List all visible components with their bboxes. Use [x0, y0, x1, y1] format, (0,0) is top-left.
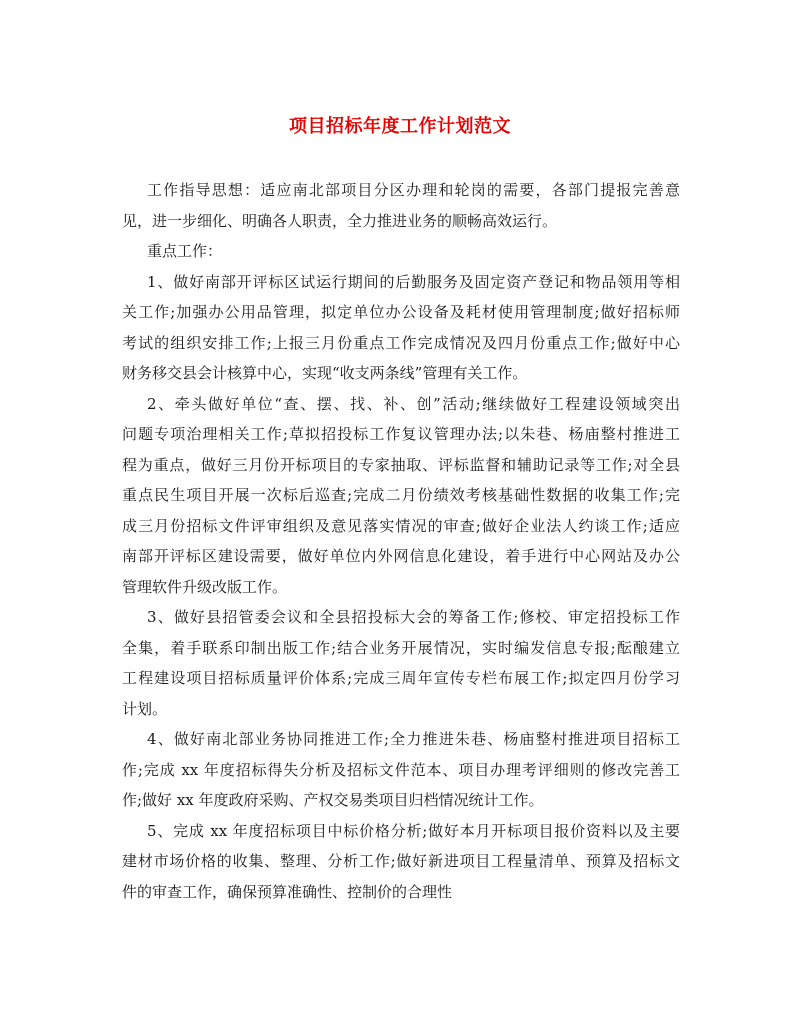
paragraph-line: 工作指导思想：适应南北部项目分区办理和轮岗的需要，各部门提报完善意	[147, 181, 680, 199]
document-body	[122, 175, 680, 907]
paragraph-line: 财务移交县会计核算中心，实现“收支两条线”管理有关工作。	[122, 364, 528, 382]
paragraph-line: 问题专项治理相关工作;草拟招投标工作复议管理办法;以朱巷、杨庙整村推进工	[122, 425, 680, 443]
paragraph-line: 全集，着手联系印制出版工作;结合业务开展情况，实时编发信息专报;酝酿建立	[122, 638, 680, 657]
paragraph-line: 重点民生项目开展一次标后巡查;完成二月份绩效考核基础性数据的收集工作;完	[122, 486, 680, 504]
paragraph-line: 1、做好南部开评标区试运行期间的后勤服务及固定资产登记和物品领用等相	[147, 272, 680, 291]
paragraph-key-work-heading	[122, 236, 680, 267]
paragraph-line: 4、做好南北部业务协同推进工作;全力推进朱巷、杨庙整村推进项目招标工	[147, 730, 680, 748]
paragraph-line: 3、做好县招管委会议和全县招投标大会的筹备工作;修校、审定招投标工作	[147, 608, 680, 626]
paragraph-item-1	[122, 267, 680, 389]
paragraph-line: 件的审查工作，确保预算准确性、控制价的合理性	[122, 882, 453, 901]
paragraph-line: 2、牵头做好单位“查、摆、找、补、创”活动;继续做好工程建设领域突出	[147, 394, 680, 413]
paragraph-line: 5、完成 xx 年度招标项目中标价格分析;做好本月开标项目报价资料以及主要	[147, 821, 680, 840]
paragraph-line: 计划。	[122, 699, 168, 718]
paragraph-line: 管理软件升级改版工作。	[122, 577, 288, 596]
paragraph-line: 考试的组织安排工作;上报三月份重点工作完成情况及四月份重点工作;做好中心	[122, 333, 680, 352]
paragraph-line: 作;完成 xx 年度招标得失分析及招标文件范本、项目办理考评细则的修改完善工	[122, 760, 680, 779]
paragraph-line: 南部开评标区建设需要，做好单位内外网信息化建设，着手进行中心网站及办公	[122, 547, 680, 565]
paragraph-item-2	[122, 389, 680, 603]
paragraph-line: 成三月份招标文件评审组织及意见落实情况的审查;做好企业法人约谈工作;适应	[122, 516, 680, 535]
paragraph-line: 关工作;加强办公用品管理，拟定单位办公设备及耗材使用管理制度;做好招标师	[122, 303, 680, 321]
paragraph-item-3	[122, 602, 680, 724]
paragraph-line: 建材市场价格的收集、整理、分析工作;做好新进项目工程量清单、预算及招标文	[122, 852, 680, 870]
document-title: 项目招标年度工作计划范文	[289, 116, 511, 137]
paragraph-line: 工程建设项目招标质量评价体系;完成三周年宣传专栏布展工作;拟定四月份学习	[122, 669, 680, 687]
paragraph-line: 见，进一步细化、明确各人职责，全力推进业务的顺畅高效运行。	[122, 211, 558, 230]
paragraph-item-5	[122, 816, 680, 908]
paragraph-line: 程为重点，做好三月份开标项目的专家抽取、评标监督和辅助记录等工作;对全县	[122, 455, 680, 474]
paragraph-line: 作;做好 xx 年度政府采购、产权交易类项目归档情况统计工作。	[122, 791, 544, 809]
section-heading: 重点工作：	[147, 242, 223, 260]
paragraph-guiding-idea	[122, 175, 680, 236]
paragraph-item-4	[122, 724, 680, 816]
